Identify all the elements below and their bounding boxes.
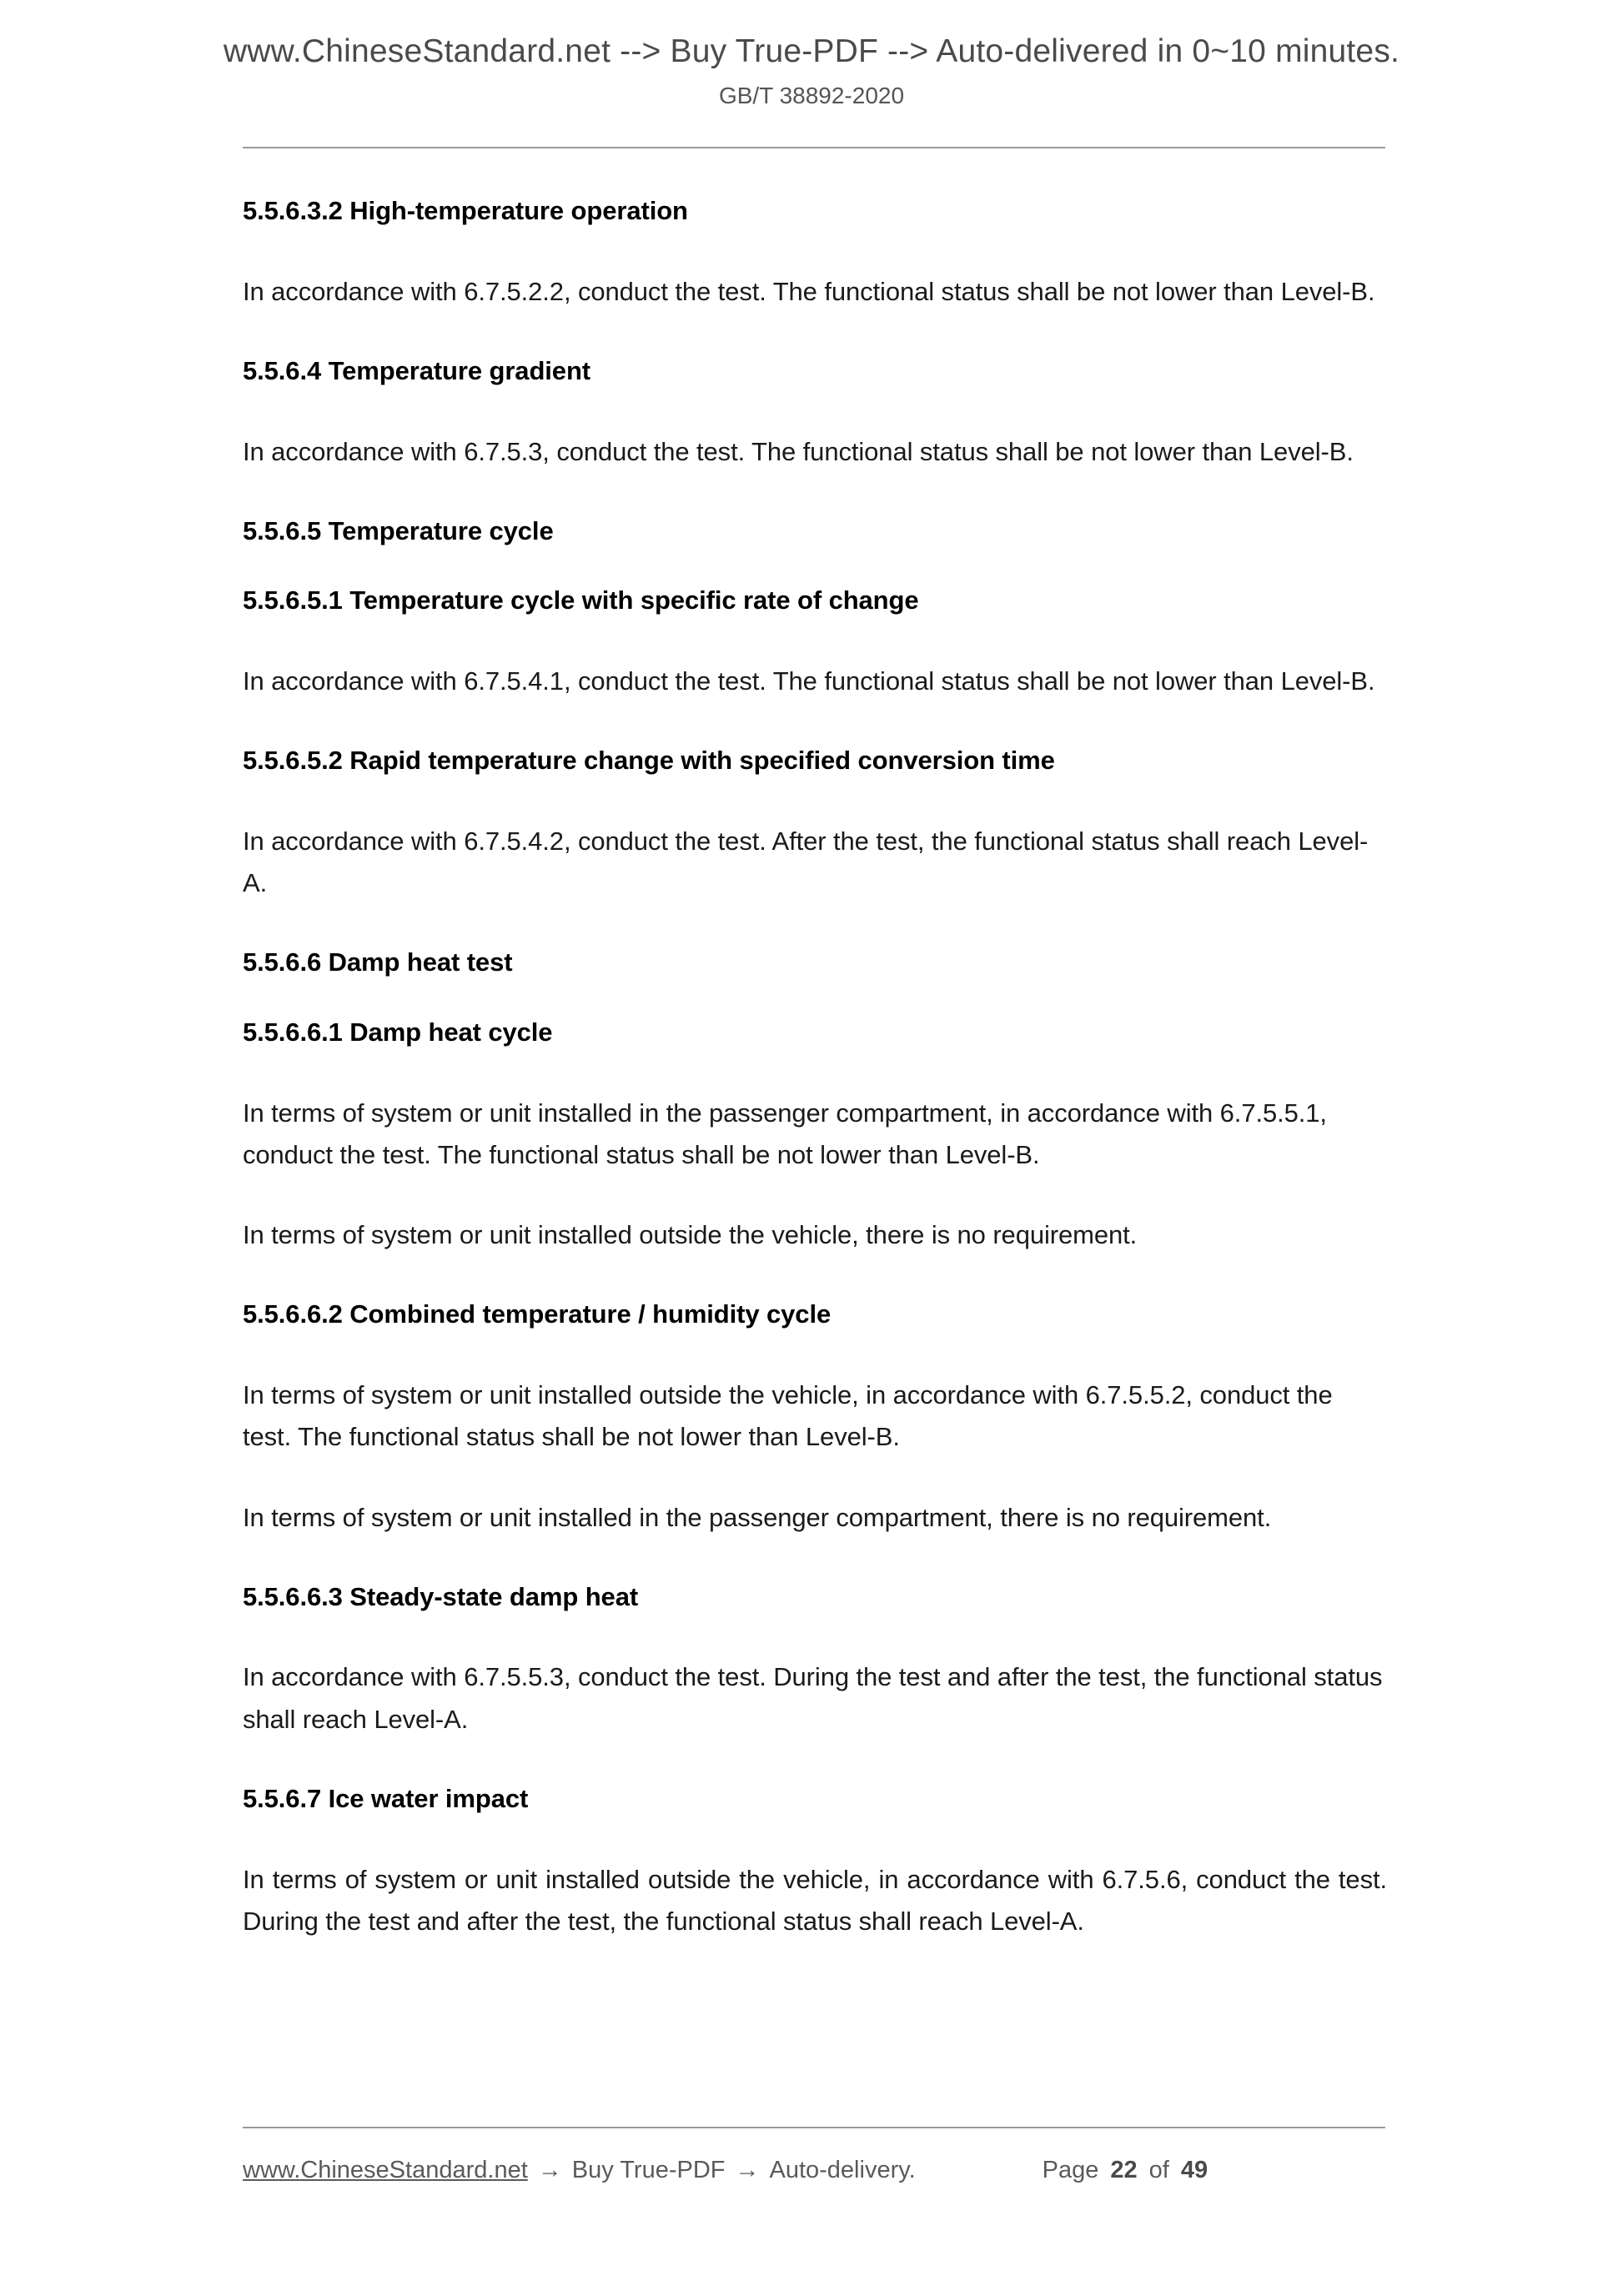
footer-site-link[interactable]: www.ChineseStandard.net xyxy=(243,2157,528,2183)
spacer xyxy=(243,979,1387,1016)
section-heading-5-5-6-7: 5.5.6.7 Ice water impact xyxy=(243,1783,529,1813)
spacer xyxy=(243,777,1387,821)
spacer xyxy=(243,1539,1387,1580)
footer-divider xyxy=(243,2127,1385,2128)
document-body xyxy=(243,194,1387,1942)
total-page-number: 49 xyxy=(1180,2157,1208,2183)
arrow-right-icon: → xyxy=(537,2157,562,2183)
header-divider xyxy=(243,147,1385,148)
spacer xyxy=(243,1741,1387,1782)
spacer xyxy=(243,904,1387,946)
page-indicator xyxy=(1043,2157,1208,2184)
of-label: of xyxy=(1148,2157,1169,2183)
standard-code: GB/T 38892-2020 xyxy=(718,82,905,108)
section-heading-5-5-6-6-3: 5.5.6.6.3 Steady-state damp heat xyxy=(243,1581,639,1611)
section-paragraph-5-5-6-5-2: In accordance with 6.7.5.4.2, conduct the test. After the test, the functional status shall reach Level-A. xyxy=(243,826,1369,898)
section-heading-5-5-6-3-2: 5.5.6.3.2 High-temperature operation xyxy=(243,196,688,225)
header-promo-text: www.ChineseStandard.net --> Buy True-PDF --> Auto-delivered in 0~10 minutes. xyxy=(223,33,1400,69)
spacer xyxy=(243,1049,1387,1093)
spacer xyxy=(243,1176,1387,1214)
page-header xyxy=(0,0,1623,109)
current-page-number: 22 xyxy=(1110,2157,1138,2183)
section-heading-5-5-6-4: 5.5.6.4 Temperature gradient xyxy=(243,355,591,385)
section-paragraph-5-5-6-6-2-b: In terms of system or unit installed in the passenger compartment, there is no requirement. xyxy=(243,1502,1272,1532)
section-paragraph-5-5-6-6-1-b: In terms of system or unit installed outside the vehicle, there is no requirement. xyxy=(243,1220,1138,1250)
spacer xyxy=(243,228,1387,271)
section-paragraph-5-5-6-6-1-a: In terms of system or unit installed in the passenger compartment, in accordance with 6.7.5.5.1, conduct the test. The functional status shall be not lower than Level-B. xyxy=(243,1098,1327,1170)
spacer xyxy=(243,547,1387,584)
section-heading-5-5-6-6: 5.5.6.6 Damp heat test xyxy=(243,947,513,977)
spacer xyxy=(243,1816,1387,1859)
spacer xyxy=(243,313,1387,354)
section-heading-5-5-6-5: 5.5.6.5 Temperature cycle xyxy=(243,515,554,545)
footer-buy-label: Buy True-PDF xyxy=(571,2157,726,2183)
section-paragraph-5-5-6-4: In accordance with 6.7.5.3, conduct the test. The functional status shall be not lower than Level-B. xyxy=(243,436,1354,466)
footer-promo xyxy=(243,2157,916,2184)
spacer xyxy=(243,473,1387,515)
footer-delivery-label: Auto-delivery. xyxy=(769,2157,916,2183)
section-heading-5-5-6-6-2: 5.5.6.6.2 Combined temperature / humidity cycle xyxy=(243,1299,832,1329)
section-paragraph-5-5-6-6-3: In accordance with 6.7.5.5.3, conduct the test. During the test and after the test, the functional status shall reach Level-A. xyxy=(243,1662,1383,1734)
page-footer xyxy=(243,2127,1387,2184)
section-heading-5-5-6-6-1: 5.5.6.6.1 Damp heat cycle xyxy=(243,1017,553,1048)
arrow-right-icon-2: → xyxy=(735,2157,760,2183)
footer-content xyxy=(243,2157,1387,2184)
section-paragraph-5-5-6-6-2-a: In terms of system or unit installed outside the vehicle, in accordance with 6.7.5.5.2, conduct the test. The functional status shall be not lower than Level-B. xyxy=(243,1380,1333,1452)
spacer xyxy=(243,1256,1387,1298)
section-paragraph-5-5-6-5-1: In accordance with 6.7.5.4.1, conduct the test. The functional status shall be not lower than Level-B. xyxy=(243,666,1375,696)
spacer xyxy=(243,702,1387,744)
page-label: Page xyxy=(1042,2157,1099,2183)
spacer xyxy=(243,617,1387,661)
section-paragraph-5-5-6-3-2: In accordance with 6.7.5.2.2, conduct the test. The functional status shall be not lower than Level-B. xyxy=(243,276,1375,306)
section-heading-5-5-6-5-1: 5.5.6.5.1 Temperature cycle with specific rate of change xyxy=(243,585,919,615)
spacer xyxy=(243,1459,1387,1497)
spacer xyxy=(243,1331,1387,1374)
section-paragraph-5-5-6-7: In terms of system or unit installed outside the vehicle, in accordance with 6.7.5.6, conduct the test. During the test and after the test, the functional status shall reach Level-A. xyxy=(243,1864,1387,1936)
spacer xyxy=(243,1613,1387,1656)
spacer xyxy=(243,388,1387,431)
section-heading-5-5-6-5-2: 5.5.6.5.2 Rapid temperature change with specified conversion time xyxy=(243,746,1055,776)
